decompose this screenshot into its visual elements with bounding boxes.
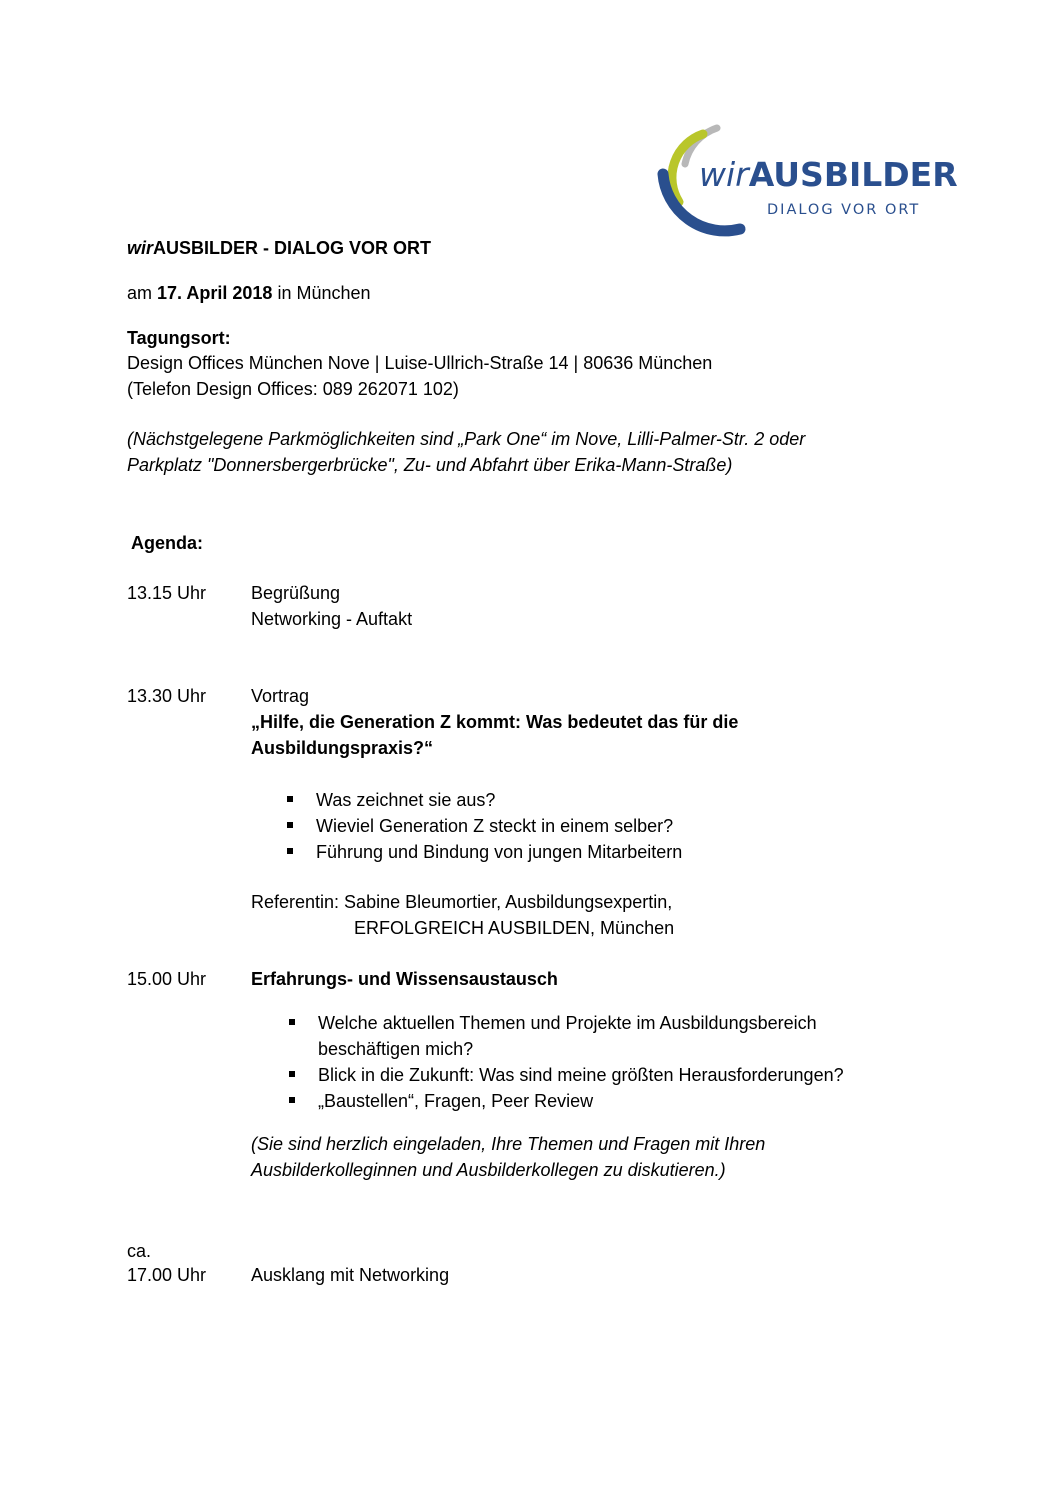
event-date xyxy=(127,280,371,306)
bullet-icon xyxy=(287,822,293,828)
date-value: 17. April 2018 xyxy=(157,283,273,303)
logo-subtitle: DIALOG VOR ORT xyxy=(767,202,921,218)
bullet-icon xyxy=(289,1097,295,1103)
agenda-item-networking-start: Networking - Auftakt xyxy=(251,609,413,629)
exchange-bullet-2: Blick in die Zukunft: Was sind meine größten Herausforderungen? xyxy=(318,1065,844,1085)
exchange-note-line1: (Sie sind herzlich eingeladen, Ihre Themen und Fragen mit Ihren xyxy=(251,1134,766,1154)
venue-address: Design Offices München Nove | Luise-Ullrich-Straße 14 | 80636 München xyxy=(127,353,713,373)
venue-label: Tagungsort: xyxy=(127,328,231,348)
agenda-time-1330: 13.30 Uhr xyxy=(127,686,207,706)
bullet-icon xyxy=(289,1019,295,1025)
agenda-label: Agenda: xyxy=(131,533,203,553)
document-title xyxy=(127,235,431,261)
wirausbilder-logo xyxy=(655,124,958,232)
title-wir: wir xyxy=(127,238,154,258)
bullet-icon xyxy=(287,796,293,802)
exchange-note-line2: Ausbilderkolleginnen und Ausbilderkollegen zu diskutieren.) xyxy=(251,1160,726,1180)
talk-bullet-1: Was zeichnet sie aus? xyxy=(316,790,496,810)
exchange-bullet-1-line2: beschäftigen mich? xyxy=(318,1039,474,1059)
bullet-icon xyxy=(287,848,293,854)
exchange-bullet-1-line1: Welche aktuellen Themen und Projekte im Ausbildungsbereich xyxy=(318,1013,817,1033)
agenda-time-1500: 15.00 Uhr xyxy=(127,969,207,989)
talk-title-line1: „Hilfe, die Generation Z kommt: Was bedeutet das für die xyxy=(251,712,739,732)
venue-phone: (Telefon Design Offices: 089 262071 102) xyxy=(127,379,459,399)
agenda-item-closing: Ausklang mit Networking xyxy=(251,1265,450,1285)
agenda-item-welcome: Begrüßung xyxy=(251,583,341,603)
date-location: in München xyxy=(277,283,371,303)
bullet-icon xyxy=(289,1071,295,1077)
speaker-line2: ERFOLGREICH AUSBILDEN, München xyxy=(354,918,675,938)
title-rest: AUSBILDER - DIALOG VOR ORT xyxy=(153,238,432,258)
exchange-title: Erfahrungs- und Wissensaustausch xyxy=(251,969,558,989)
talk-bullet-2: Wieviel Generation Z steckt in einem selber? xyxy=(316,816,674,836)
talk-bullet-3: Führung und Bindung von jungen Mitarbeitern xyxy=(316,842,683,862)
parking-note-line1: (Nächstgelegene Parkmöglichkeiten sind „Park One“ im Nove, Lilli-Palmer-Str. 2 oder xyxy=(127,429,806,449)
talk-title-line2: Ausbildungspraxis?“ xyxy=(251,738,434,758)
date-prefix: am xyxy=(127,283,153,303)
logo-wordmark: wirAUSBILDER xyxy=(699,155,958,194)
agenda-time-prefix: ca. xyxy=(127,1241,152,1261)
logo-graphic xyxy=(655,124,958,232)
agenda-time-1700: 17.00 Uhr xyxy=(127,1265,207,1285)
agenda-time-1315: 13.15 Uhr xyxy=(127,583,207,603)
parking-note-line2: Parkplatz "Donnersbergerbrücke", Zu- und Abfahrt über Erika-Mann-Straße) xyxy=(127,455,733,475)
exchange-bullet-3: „Baustellen“, Fragen, Peer Review xyxy=(318,1091,594,1111)
speaker-line1: Referentin: Sabine Bleumortier, Ausbildungsexpertin, xyxy=(251,892,673,912)
agenda-item-talk-type: Vortrag xyxy=(251,686,310,706)
